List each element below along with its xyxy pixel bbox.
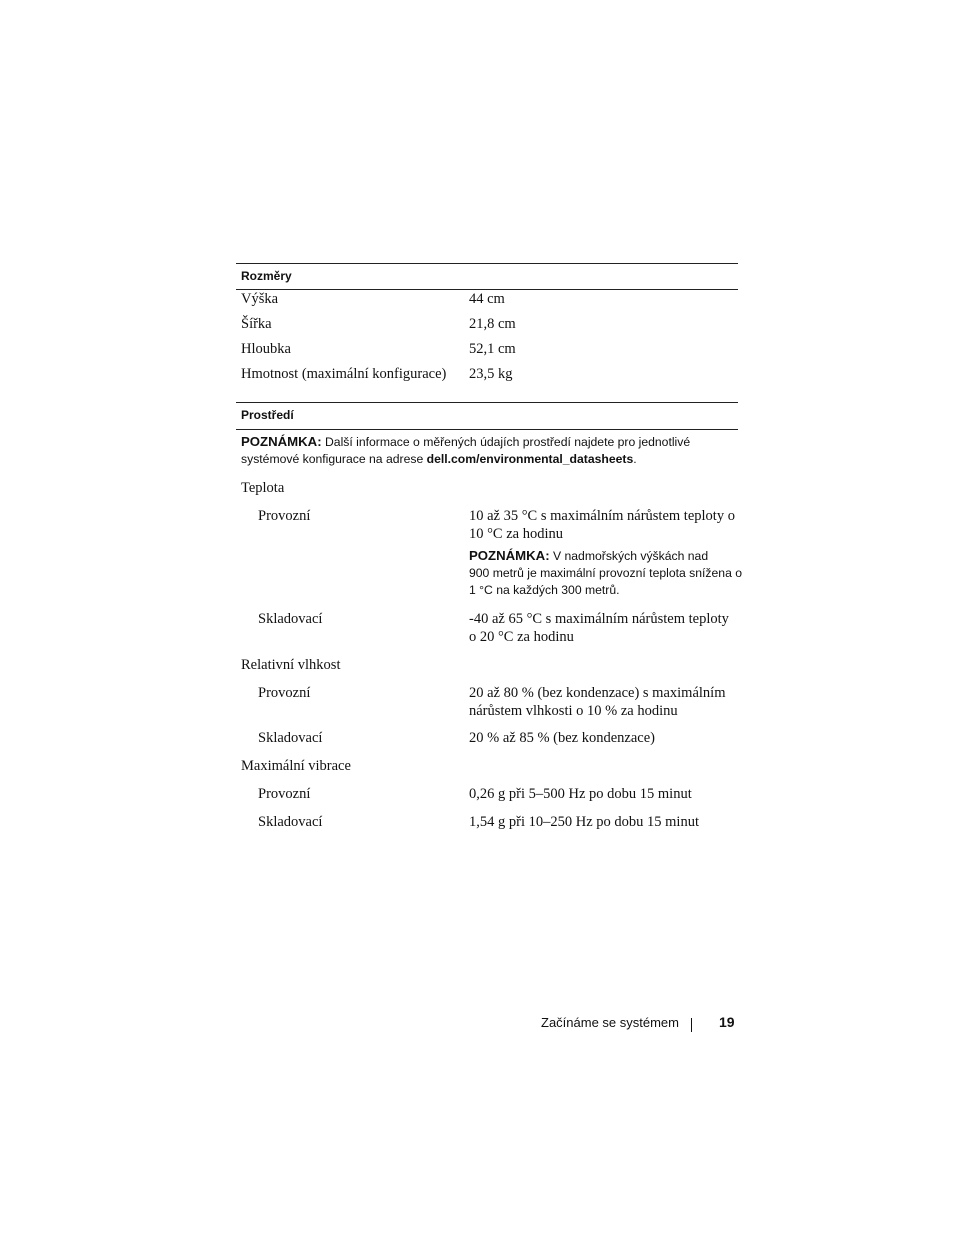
note-label: POZNÁMKA: <box>241 434 322 449</box>
section-title-environment: Prostředí <box>241 408 294 422</box>
temperature-note-line2: 900 metrů je maximální provozní teplota snížena o <box>469 566 743 580</box>
humidity-storage-label: Skladovací <box>258 730 323 746</box>
temperature-operating-value-line2: 10 °C za hodinu <box>469 526 563 542</box>
note-text-line2: systémové konfigurace na adrese <box>241 452 424 466</box>
humidity-operating-value-line1: 20 až 80 % (bez kondenzace) s maximálním <box>469 685 726 701</box>
humidity-operating-value-line2: nárůstem vlhkosti o 10 % za hodinu <box>469 703 678 719</box>
temperature-operating-note <box>469 547 743 599</box>
temperature-note-label: POZNÁMKA: <box>469 548 550 563</box>
dimension-label-width: Šířka <box>241 316 272 332</box>
dimension-value-weight: 23,5 kg <box>469 366 513 382</box>
note-text-line1: Další informace o měřených údajích prostředí najdete pro jednotlivé <box>324 435 691 449</box>
datasheets-link[interactable]: dell.com/environmental_datasheets <box>426 452 634 466</box>
dimension-value-height: 44 cm <box>469 291 505 307</box>
temperature-storage-value-line1: -40 až 65 °C s maximálním nárůstem teploty <box>469 611 729 627</box>
dimension-value-width: 21,8 cm <box>469 316 516 332</box>
page-number: 19 <box>719 1014 735 1030</box>
section-header-environment <box>236 402 738 430</box>
temperature-storage-label: Skladovací <box>258 611 323 627</box>
vibration-storage-value: 1,54 g při 10–250 Hz po dobu 15 minut <box>469 814 699 830</box>
temperature-storage-value-line2: o 20 °C za hodinu <box>469 629 574 645</box>
humidity-storage-value: 20 % až 85 % (bez kondenzace) <box>469 730 655 746</box>
environment-note <box>241 433 738 468</box>
note-period: . <box>633 452 637 466</box>
humidity-operating-label: Provozní <box>258 685 311 701</box>
vibration-operating-value: 0,26 g při 5–500 Hz po dobu 15 minut <box>469 786 692 802</box>
dimension-label-height: Výška <box>241 291 279 307</box>
vibration-storage-label: Skladovací <box>258 814 323 830</box>
footer-section-title: Začínáme se systémem <box>541 1015 679 1030</box>
vibration-operating-label: Provozní <box>258 786 311 802</box>
section-title-dimensions: Rozměry <box>241 269 292 283</box>
temperature-note-line1: V nadmořských výškách nad <box>552 549 709 563</box>
section-header-dimensions <box>236 263 738 290</box>
dimension-label-depth: Hloubka <box>241 341 291 357</box>
temperature-operating-value-line1: 10 až 35 °C s maximálním nárůstem teploty o <box>469 508 735 524</box>
footer-separator <box>691 1018 692 1032</box>
dimension-value-depth: 52,1 cm <box>469 341 516 357</box>
vibration-label: Maximální vibrace <box>241 758 351 774</box>
humidity-label: Relativní vlhkost <box>241 657 341 673</box>
dimension-label-weight: Hmotnost (maximální konfigurace) <box>241 366 447 382</box>
temperature-operating-label: Provozní <box>258 508 311 524</box>
temperature-note-line3: 1 °C na každých 300 metrů. <box>469 583 620 597</box>
temperature-label: Teplota <box>241 480 285 496</box>
